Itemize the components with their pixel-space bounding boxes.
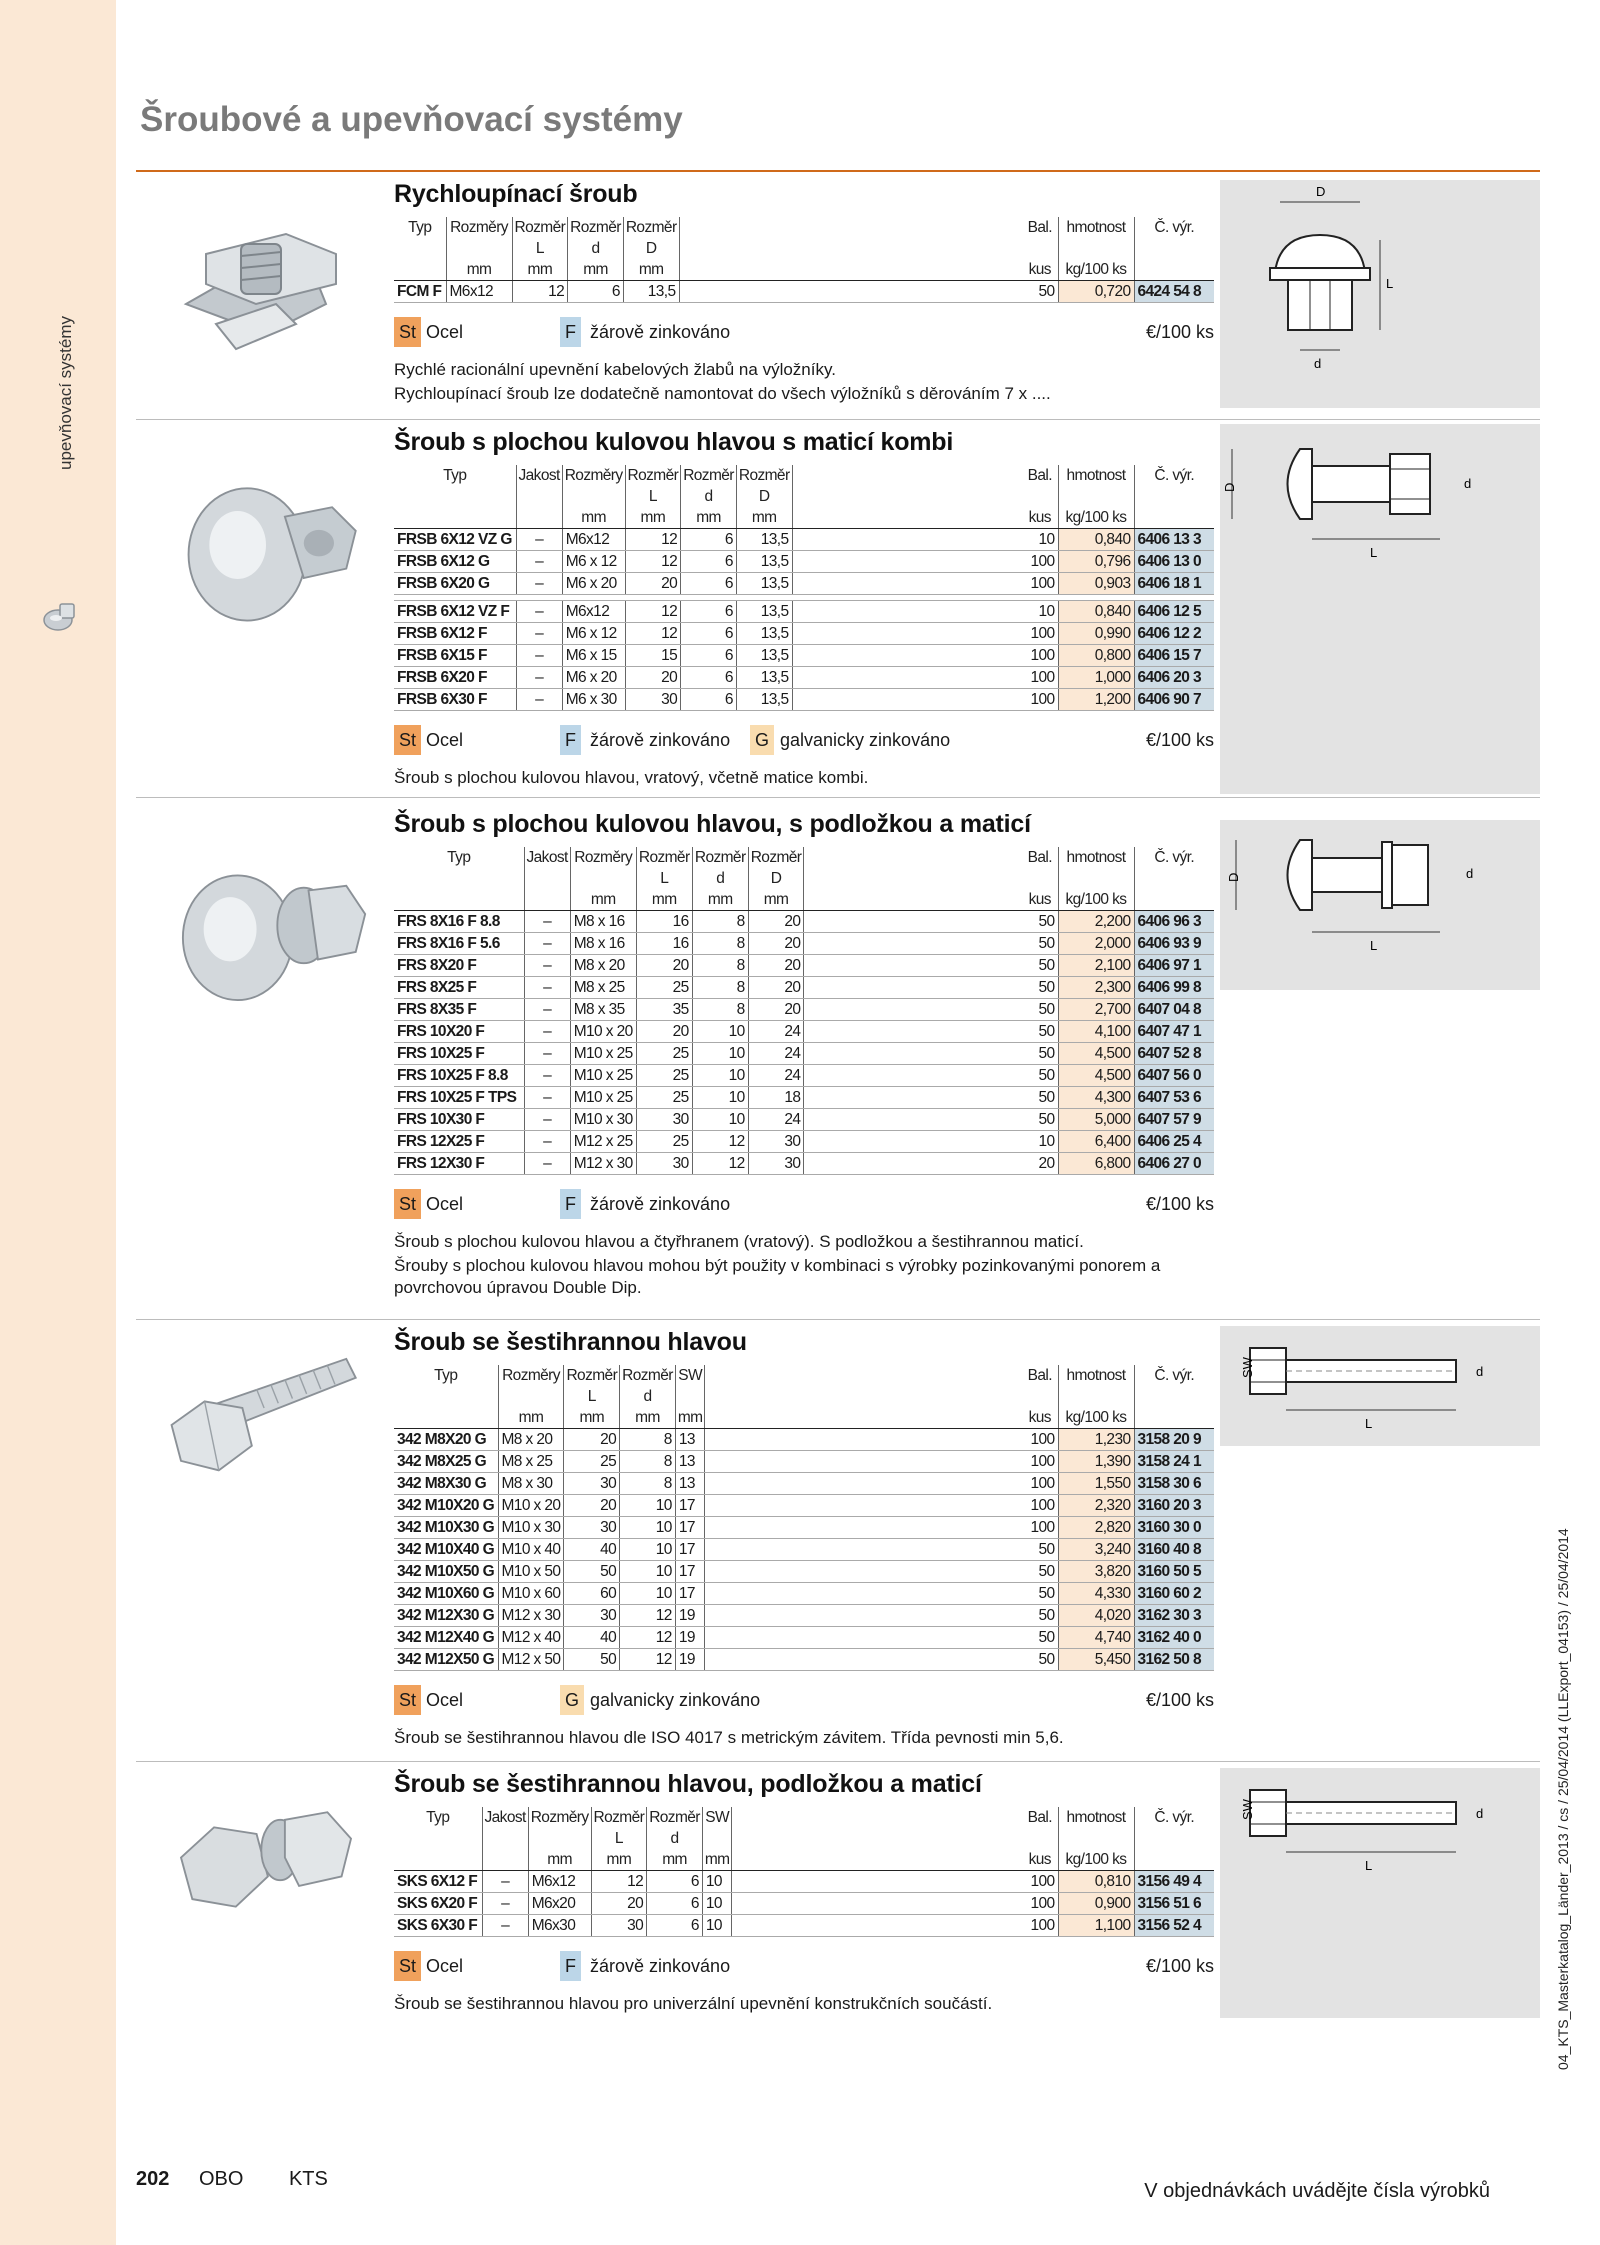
table-row: 342 M12X30 G M12 x 30 30 12 19 50 4,020 3162 30 3: [394, 1605, 1214, 1627]
product-section-342: [136, 1320, 1540, 1762]
fastener-icon: [38, 594, 84, 640]
col-rozmer-D: Rozměr D: [623, 217, 679, 259]
svg-text:SW: SW: [1240, 1799, 1255, 1820]
carriage-bolt-washer-nut-photo: [146, 848, 386, 1018]
svg-text:D: D: [1316, 184, 1326, 199]
table-row: FRS 10X30 F – M10 x 30 30 10 24 50 5,000 6407 57 9: [394, 1109, 1214, 1131]
product-table: Typ Jakost Rozměry Rozměr L Rozměr d Rozměr D Bal. hmotnost Č. výr. mm mm mm mm kus kg/100 ks FRS 8X16 F 8.8 – M8 x 16 16 8 20 50 2,200 6406 96 3 FRS 8X16 F 5.6 – M8 x 16 16 8 20 50 2,000 6406 93 9 FRS 8X20 F – M8 x 20 20 8 20 50 2,100 6406 97 1 FRS 8X25 F – M8 x 25 25 8 20 50 2,300 6406 99 8 FRS 8X35 F – M8 x 35 35 8 20 50 2,700 6407 04 8 FRS 10X20 F – M10 x 20 20 10 24 50 4,100 6407 47 1 FRS 10X25 F – M10 x 25 25 10 24 50 4,500 6407 52 8 FRS 10X25 F 8.8 – M10 x 25 25 10 24 50 4,500 6407 56 0 FRS 10X25 F TPS – M10 x 25 25 10 18 50 4,300 6407 53 6 FRS 10X30 F – M10 x 30 30 10 24 50 5,000 6407 57 9 FRS 12X25 F – M12 x 25 25 12 30 10 6,400 6406 25 4 FRS 12X30 F – M12 x 30 30 12 30 20 6,800 6406 27 0: [394, 847, 1214, 1175]
svg-text:SW: SW: [1240, 1357, 1255, 1378]
description: Šroub se šestihrannou hlavou dle ISO 4017 s metrickým závitem. Třída pevnosti min 5,6.: [394, 1728, 1064, 1747]
surface-code-f: F: [560, 317, 581, 347]
material-row: St Ocel F žárově zinkováno €/100 ks: [394, 1951, 1214, 1983]
technical-drawing: [1220, 424, 1540, 794]
section-title: Šroub se šestihrannou hlavou: [394, 1328, 747, 1356]
svg-text:d: d: [1476, 1364, 1484, 1379]
technical-drawing: [1220, 820, 1540, 990]
col-bal: Bal.: [1027, 219, 1052, 236]
table-row: SKS 6X20 F – M6x20 20 6 10 100 0,900 3156 51 6: [394, 1893, 1214, 1915]
svg-text:d: d: [1466, 866, 1474, 881]
product-section-sks: [136, 1762, 1540, 2022]
product-section-fcm: [136, 172, 1540, 420]
table-row: FRSB 6X20 F – M6 x 20 20 6 13,5 100 1,000 6406 20 3: [394, 667, 1214, 689]
svg-text:d: d: [1464, 476, 1472, 491]
page-title: Šroubové a upevňovací systémy: [140, 100, 683, 139]
price-unit: €/100 ks: [1145, 322, 1214, 342]
table-row: FRSB 6X20 G – M6 x 20 20 6 13,5 100 0,903 6406 18 1: [394, 573, 1214, 595]
svg-text:L: L: [1370, 545, 1378, 560]
svg-text:L: L: [1370, 938, 1378, 953]
description: Šroub s plochou kulovou hlavou, vratový, včetně matice kombi.: [394, 768, 869, 787]
material-code-st: St: [394, 317, 421, 347]
table-row: SKS 6X30 F – M6x30 30 6 10 100 1,100 3156 52 4: [394, 1915, 1214, 1937]
svg-text:D: D: [1226, 872, 1241, 882]
page-number: 202: [136, 2168, 170, 2190]
table-row: 342 M10X30 G M10 x 30 30 10 17 100 2,820 3160 30 0: [394, 1517, 1214, 1539]
table-row: FRSB 6X12 G – M6 x 12 12 6 13,5 100 0,796 6406 13 0: [394, 551, 1214, 573]
table-row: FCM F M6x12 12 6 13,5 50 0,720 6424 54 8: [394, 281, 1214, 303]
table-row: SKS 6X12 F – M6x12 12 6 10 100 0,810 3156 49 4: [394, 1871, 1214, 1893]
export-info: 04_KTS_Masterkatalog_Länder_2013 / cs / 25/04/2014 (LLExport_04153) / 25/04/2014: [1555, 1528, 1571, 2070]
catalog-name: KTS: [288, 2168, 328, 2190]
product-table: Typ Rozměry Rozměr L Rozměr d Rozměr D Bal. hmotnost Č. výr. mm mm mm mm kus kg/100 ks FCM F M6x12 12 6 13,5 50 0,720 6424 54 8: [394, 217, 1214, 303]
table-row: FRSB 6X12 VZ G – M6x12 12 6 13,5 10 0,840 6406 13 3: [394, 529, 1214, 551]
svg-text:L: L: [1386, 276, 1394, 291]
material-row: St Ocel G galvanicky zinkováno €/100 ks: [394, 1685, 1214, 1717]
order-note: V objednávkách uvádějte čísla výrobků: [1144, 2180, 1490, 2202]
section-title: Šroub se šestihrannou hlavou, podložkou a maticí: [394, 1770, 982, 1798]
svg-text:L: L: [1365, 1416, 1373, 1431]
section-title: Šroub s plochou kulovou hlavou, s podložkou a maticí: [394, 810, 1031, 838]
table-row: FRS 10X25 F 8.8 – M10 x 25 25 10 24 50 4,500 6407 56 0: [394, 1065, 1214, 1087]
table-row: 342 M10X20 G M10 x 20 20 10 17 100 2,320 3160 20 3: [394, 1495, 1214, 1517]
material-row: St Ocel F žárově zinkováno €/100 ks: [394, 1189, 1214, 1221]
section-title: Šroub s plochou kulovou hlavou s maticí kombi: [394, 428, 954, 456]
table-row: FRS 8X16 F 5.6 – M8 x 16 16 8 20 50 2,000 6406 93 9: [394, 933, 1214, 955]
technical-drawing: [1220, 1326, 1540, 1446]
table-row: FRS 8X35 F – M8 x 35 35 8 20 50 2,700 6407 04 8: [394, 999, 1214, 1021]
product-section-frs: [136, 798, 1540, 1320]
technical-drawing: [1220, 1768, 1540, 2018]
hex-bolt-washer-nut-photo: [146, 1782, 386, 1952]
col-cvyr: Č. výr.: [1134, 217, 1214, 259]
table-row: 342 M8X20 G M8 x 20 20 8 13 100 1,230 3158 20 9: [394, 1429, 1214, 1451]
product-table: Typ Jakost Rozměry Rozměr L Rozměr d Rozměr D Bal. hmotnost Č. výr. mm mm mm mm kus kg/100 ks FRSB 6X12 VZ G – M6x12 12 6 13,5 10 0,840 6406 13 3 FRSB 6X12 G – M6 x 12 12 6 13,5 100 0,796 6406 13 0 FRSB 6X20 G – M6 x 20 20 6 13,5 100 0,903 6406 18 1 FRSB 6X12 VZ F – M6x12 12 6 13,5 10 0,840 6406 12 5 FRSB 6X12 F – M6 x 12 12 6 13,5 100 0,990 6406 12 2 FRSB 6X15 F – M6 x 15 15 6 13,5 100 0,800 6406 15 7 FRSB 6X20 F – M6 x 20 20 6 13,5 100 1,000 6406 20 3 FRSB 6X30 F – M6 x 30 30 6 13,5 100 1,200 6406 90 7: [394, 465, 1214, 711]
table-row: FRS 10X25 F TPS – M10 x 25 25 10 18 50 4,300 6407 53 6: [394, 1087, 1214, 1109]
table-row: FRS 8X20 F – M8 x 20 20 8 20 50 2,100 6406 97 1: [394, 955, 1214, 977]
description: Rychlé racionální upevnění kabelových žlabů na výložníky. Rychloupínací šroub lze dodatečně namontovat do všech výložníků s děrováním 7 x ....: [394, 360, 1051, 403]
table-row: FRSB 6X12 F – M6 x 12 12 6 13,5 100 0,990 6406 12 2: [394, 623, 1214, 645]
col-rozmery: Rozměry: [446, 217, 512, 259]
table-row: 342 M10X50 G M10 x 50 50 10 17 50 3,820 3160 50 5: [394, 1561, 1214, 1583]
svg-text:L: L: [1365, 1858, 1373, 1873]
table-row: FRS 8X16 F 8.8 – M8 x 16 16 8 20 50 2,200 6406 96 3: [394, 911, 1214, 933]
table-row: 342 M12X50 G M12 x 50 50 12 19 50 5,450 3162 50 8: [394, 1649, 1214, 1671]
side-label: upevňovací systémy: [56, 315, 75, 470]
svg-text:d: d: [1314, 356, 1322, 371]
table-row: FRS 8X25 F – M8 x 25 25 8 20 50 2,300 6406 99 8: [394, 977, 1214, 999]
table-row: FRS 10X25 F – M10 x 25 25 10 24 50 4,500 6407 52 8: [394, 1043, 1214, 1065]
col-rozmer-d: Rozměr d: [568, 217, 624, 259]
table-row: 342 M12X40 G M12 x 40 40 12 19 50 4,740 3162 40 0: [394, 1627, 1214, 1649]
technical-drawing: [1220, 180, 1540, 408]
material-row: St Ocel F žárově zinkováno €/100 ks: [394, 317, 1214, 349]
table-row: FRSB 6X15 F – M6 x 15 15 6 13,5 100 0,800 6406 15 7: [394, 645, 1214, 667]
carriage-bolt-kombi-photo: [146, 460, 386, 630]
product-section-frsb: [136, 420, 1540, 798]
page-footer: [136, 2168, 368, 2191]
table-row: 342 M10X60 G M10 x 60 60 10 17 50 4,330 3160 60 2: [394, 1583, 1214, 1605]
table-row: 342 M10X40 G M10 x 40 40 10 17 50 3,240 3160 40 8: [394, 1539, 1214, 1561]
table-row: FRSB 6X12 VZ F – M6x12 12 6 13,5 10 0,840 6406 12 5: [394, 601, 1214, 623]
product-table: Typ Rozměry Rozměr L Rozměr d SW Bal. hmotnost Č. výr. mm mm mm mm kus kg/100 ks 342 M8X20 G M8 x 20 20 8 13 100 1,230 3158 20 9 342 M8X25 G M8 x 25 25 8 13 100 1,390 3158 24 1 342 M8X30 G M8 x 30 30 8 13 100 1,550 3158 30 6 342 M10X20 G M10 x 20 20 10 17 100 2,320 3160 20 3 342 M10X30 G M10 x 30 30 10 17 100 2,820 3160 30 0 342 M10X40 G M10 x 40 40 10 17 50 3,240 3160 40 8 342 M10X50 G M10 x 50 50 10 17 50 3,820 3160 50 5 342 M10X60 G M10 x 60 60 10 17 50 4,330 3160 60 2 342 M12X30 G M12 x 30 30 12 19 50 4,020 3162 30 3 342 M12X40 G M12 x 40 40 12 19 50 4,740 3162 40 0 342 M12X50 G M12 x 50 50 12 19 50 5,450 3162 50 8: [394, 1365, 1214, 1671]
table-row: FRS 12X30 F – M12 x 30 30 12 30 20 6,800 6406 27 0: [394, 1153, 1214, 1175]
hex-bolt-photo: [146, 1340, 386, 1510]
section-title: Rychloupínací šroub: [394, 180, 638, 208]
col-typ: Typ: [408, 219, 432, 236]
description: Šroub se šestihrannou hlavou pro univerzální upevnění konstrukčních součástí.: [394, 1994, 993, 2013]
product-table: Typ Jakost Rozměry Rozměr L Rozměr d SW Bal. hmotnost Č. výr. mm mm mm mm kus kg/100 ks SKS 6X12 F – M6x12 12 6 10 100 0,810 3156 49 4 SKS 6X20 F – M6x20 20 6 10 100 0,900 3156 51 6 SKS 6X30 F – M6x30 30 6 10 100 1,100 3156 52 4: [394, 1807, 1214, 1937]
brand: OBO: [198, 2168, 244, 2190]
svg-text:D: D: [1222, 482, 1237, 492]
table-row: FRS 12X25 F – M12 x 25 25 12 30 10 6,400 6406 25 4: [394, 1131, 1214, 1153]
col-hmotnost: hmotnost: [1058, 217, 1134, 259]
table-row: 342 M8X30 G M8 x 30 30 8 13 100 1,550 3158 30 6: [394, 1473, 1214, 1495]
svg-text:d: d: [1476, 1806, 1484, 1821]
table-row: FRSB 6X30 F – M6 x 30 30 6 13,5 100 1,200 6406 90 7: [394, 689, 1214, 711]
material-row: St Ocel F žárově zinkováno G galvanicky zinkováno €/100 ks: [394, 725, 1214, 757]
table-row: FRS 10X20 F – M10 x 20 20 10 24 50 4,100 6407 47 1: [394, 1021, 1214, 1043]
quick-clamp-screw-photo: [146, 194, 386, 374]
col-rozmer-l: Rozměr L: [512, 217, 568, 259]
description: Šroub s plochou kulovou hlavou a čtyřhranem (vratový). S podložkou a šestihrannou maticí. Šrouby s plochou kulovou hlavou mohou být použity v kombinaci s výrobky pozinkovanými ponorem a povrchovou úpravou Double Dip.: [394, 1232, 1161, 1297]
table-row: 342 M8X25 G M8 x 25 25 8 13 100 1,390 3158 24 1: [394, 1451, 1214, 1473]
